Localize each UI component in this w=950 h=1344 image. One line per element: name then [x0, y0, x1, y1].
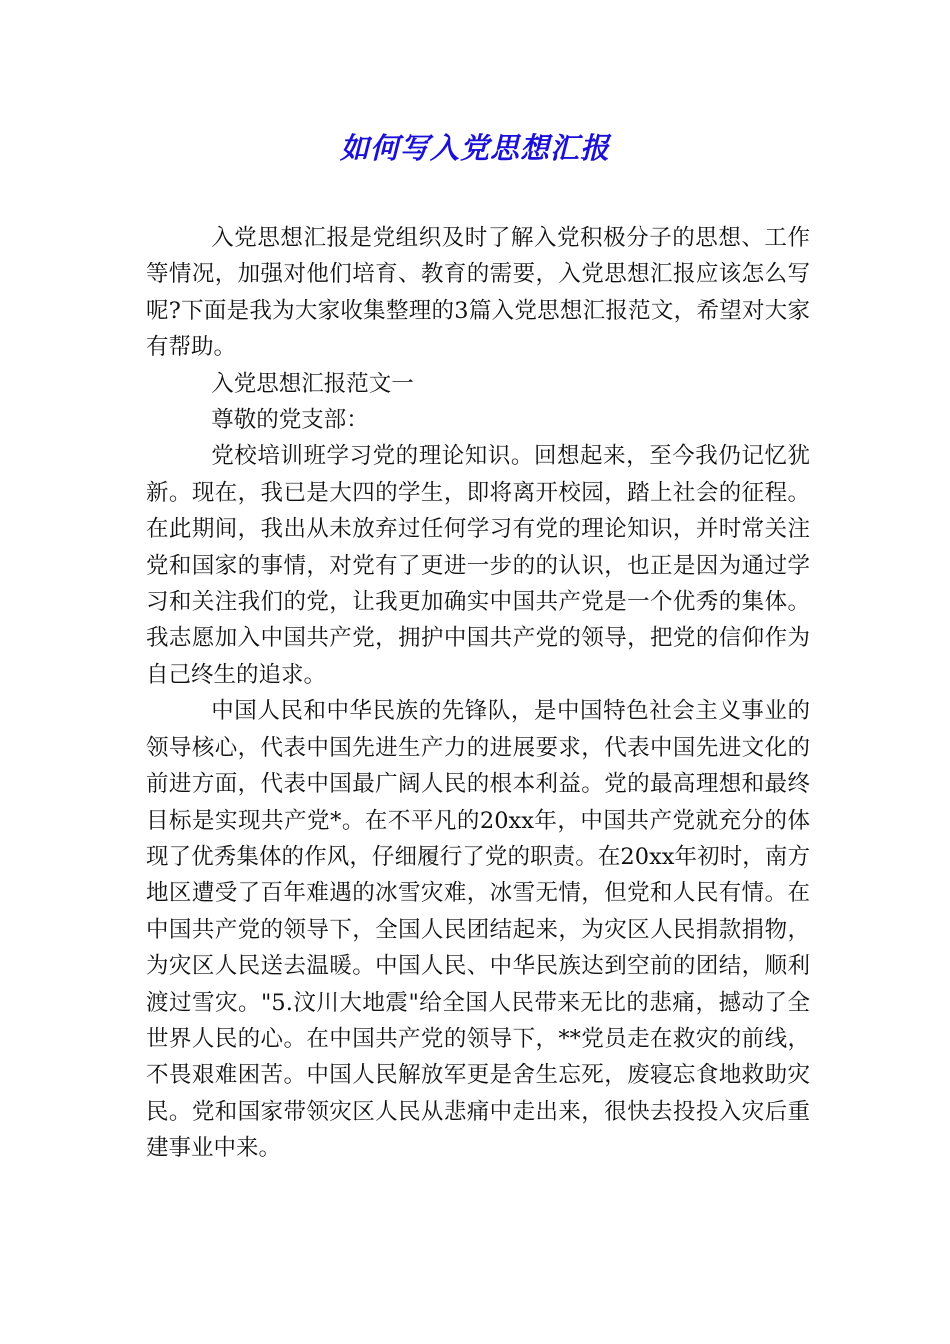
- document-body: [146, 220, 810, 1167]
- body-paragraph: 中国人民和中华民族的先锋队，是中国特色社会主义事业的领导核心，代表中国先进生产力的进展要求，代表中国先进文化的前进方面，代表中国最广阔人民的根本利益。党的最高理想和最终目标是实现共产党*。在不平凡的20xx年，中国共产党就充分的体现了优秀集体的作风，仔细履行了党的职责。在20xx年初时，南方地区遭受了百年难遇的冰雪灾难，冰雪无情，但党和人民有情。在中国共产党的领导下，全国人民团结起来，为灾区人民捐款捐物，为灾区人民送去温暖。中国人民、中华民族达到空前的团结，顺利渡过雪灾。"5.汶川大地震"给全国人民带来无比的悲痛，撼动了全世界人民的心。在中国共产党的领导下，**党员走在救灾的前线，不畏艰难困苦。中国人民解放军更是舍生忘死，废寝忘食地救助灾民。党和国家带领灾区人民从悲痛中走出来，很快去投投入灾后重建事业中来。: [146, 698, 810, 1162]
- salutation: 尊敬的党支部：: [211, 407, 369, 434]
- intro-paragraph: 入党思想汇报是党组织及时了解入党积极分子的思想、工作等情况，加强对他们培育、教育的需要，入党思想汇报应该怎么写呢?下面是我为大家收集整理的3篇入党思想汇报范文，希望对大家有帮助。: [146, 225, 810, 361]
- page-title: 如何写入党思想汇报: [339, 131, 610, 165]
- body-paragraph: 党校培训班学习党的理论知识。回想起来，至今我仍记忆犹新。现在，我已是大四的学生，即将离开校园，踏上社会的征程。在此期间，我出从未放弃过任何学习有党的理论知识，并时常关注党和国家的事情，对党有了更进一步的的认识，也正是因为通过学习和关注我们的党，让我更加确实中国共产党是一个优秀的集体。我志愿加入中国共产党，拥护中国共产党的领导，把党的信仰作为自己终生的追求。: [146, 443, 810, 688]
- section-heading: 入党思想汇报范文一: [211, 370, 414, 397]
